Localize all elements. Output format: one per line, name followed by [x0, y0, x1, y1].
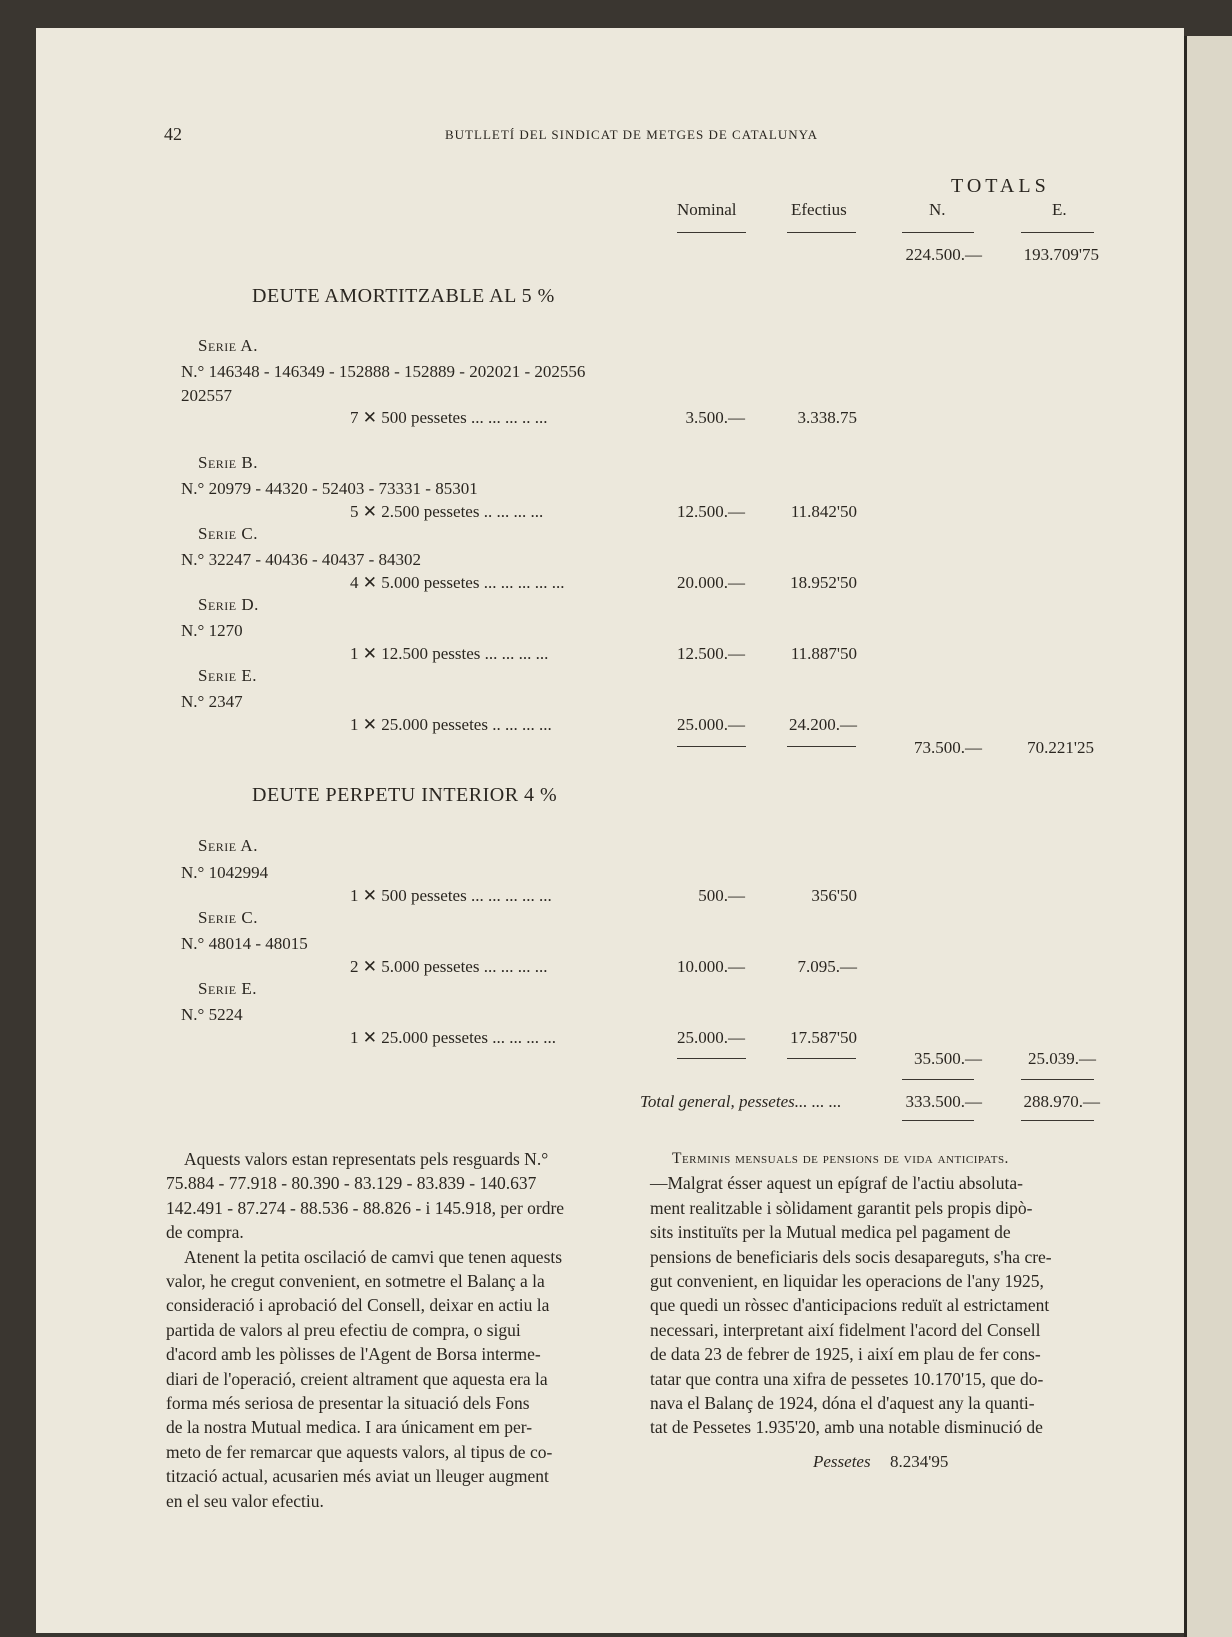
previous-total-n: 224.500.—: [905, 245, 982, 264]
text-line: tat de Pessetes 1.935'20, amb una notable disminució de: [650, 1417, 1043, 1438]
section-title: DEUTE PERPETU INTERIOR 4 %: [252, 784, 558, 806]
series-quantity: 2 ✕ 5.000 pessetes ... ... ... ...: [350, 957, 548, 976]
series-numbers: N.° 32247 - 40436 - 40437 - 84302: [181, 550, 422, 569]
grand-total-e: 288.970.—: [1023, 1092, 1100, 1111]
nominal-value: 3.500.—: [685, 408, 745, 427]
nominal-value: 25.000.—: [677, 1028, 745, 1047]
series-numbers: N.° 146348 - 146349 - 152888 - 152889 - 202021 - 202556: [181, 362, 586, 381]
rule: [902, 1079, 974, 1080]
series-quantity: 1 ✕ 25.000 pessetes ... ... ... ...: [350, 1028, 556, 1047]
facing-page-edge: [1184, 36, 1232, 1637]
efectius-value: 24.200.—: [789, 715, 857, 734]
text-line: tització actual, acusarien més aviat un lleuger augment: [166, 1466, 549, 1487]
totals-n-heading: N.: [929, 200, 946, 219]
totals-e-heading: E.: [1052, 200, 1067, 219]
rule: [677, 1058, 746, 1059]
text-line: de data 23 de febrer de 1925, i així em plau de fer cons-: [650, 1344, 1041, 1365]
text-line: Aquests valors estan representats pels resguards N.°: [184, 1149, 549, 1169]
text-line: pensions de beneficiaris dels socis desapareguts, s'ha cre-: [650, 1246, 1052, 1267]
text-line: sits instituïts per la Mutual medica pel pagament de: [650, 1222, 1011, 1243]
text-line: gut convenient, en liquidar les operacions de l'any 1925,: [650, 1271, 1044, 1292]
final-amount-label: Pessetes: [813, 1452, 871, 1471]
series-numbers: N.° 48014 - 48015: [181, 934, 308, 953]
efectius-value: 18.952'50: [790, 573, 857, 592]
text-line: 75.884 - 77.918 - 80.390 - 83.129 - 83.839 - 140.637: [166, 1173, 537, 1194]
rule: [787, 746, 856, 747]
efectius-heading: Efectius: [791, 200, 847, 219]
rule: [1021, 1120, 1094, 1121]
efectius-value: 3.338.75: [797, 408, 857, 427]
nominal-value: 12.500.—: [677, 502, 745, 521]
right-text-column: [650, 1147, 1112, 1440]
text-line: nava el Balanç de 1924, dóna el d'aquest any la quanti-: [650, 1393, 1035, 1414]
grand-total-label: Total general, pessetes... ... ...: [640, 1092, 842, 1111]
section-total-n: 73.500.—: [914, 738, 982, 757]
series-quantity: 1 ✕ 500 pessetes ... ... ... ... ...: [350, 886, 552, 905]
text-line: de la nostra Mutual medica. I ara únicament em per-: [166, 1417, 533, 1438]
series-numbers: N.° 20979 - 44320 - 52403 - 73331 - 85301: [181, 479, 478, 498]
section-total-n: 35.500.—: [914, 1049, 982, 1068]
rule: [677, 746, 746, 747]
series-label: Serie E.: [198, 979, 257, 998]
series-quantity: 5 ✕ 2.500 pessetes .. ... ... ...: [350, 502, 544, 521]
text-line: ment realitzable i sòlidament garantit pels propis dipò-: [650, 1197, 1033, 1218]
rule: [787, 232, 856, 233]
text-line: partida de valors al preu efectiu de compra, o sigui: [166, 1319, 521, 1340]
text-line: que quedi un ròssec d'anticipacions reduït al estrictament: [650, 1295, 1050, 1316]
series-numbers: N.° 5224: [181, 1005, 243, 1024]
section-total-e: 25.039.—: [1028, 1049, 1096, 1068]
section-heading-line: Terminis mensuals de pensions de vida anticipats.: [672, 1150, 1009, 1167]
grand-total-n: 333.500.—: [905, 1092, 982, 1111]
efectius-value: 11.842'50: [790, 502, 857, 521]
running-title: BUTLLETÍ DEL SINDICAT DE METGES DE CATALUNYA: [445, 127, 818, 142]
nominal-value: 12.500.—: [677, 644, 745, 663]
efectius-value: 356'50: [811, 886, 857, 905]
previous-total-e: 193.709'75: [1023, 245, 1099, 264]
rule: [902, 232, 974, 233]
text-line: valor, he cregut convenient, en sotmetre el Balanç a la: [166, 1271, 545, 1292]
text-line: de compra.: [166, 1222, 244, 1243]
series-label: Serie C.: [198, 524, 258, 543]
series-label: Serie D.: [198, 595, 259, 614]
text-line: diari de l'operació, creient altrament que aquesta era la: [166, 1368, 548, 1389]
rule: [787, 1058, 856, 1059]
totals-heading: TOTALS: [951, 175, 1050, 197]
series-label: Serie A.: [198, 836, 258, 855]
efectius-value: 11.887'50: [790, 644, 857, 663]
series-numbers: N.° 2347: [181, 692, 243, 711]
text-line: forma més seriosa de presentar la situació dels Fons: [166, 1393, 530, 1414]
series-label: Serie C.: [198, 908, 258, 927]
efectius-value: 17.587'50: [790, 1028, 857, 1047]
series-numbers: 202557: [181, 386, 232, 405]
series-quantity: 1 ✕ 12.500 pesstes ... ... ... ...: [350, 644, 549, 663]
series-quantity: 7 ✕ 500 pessetes ... ... ... .. ...: [350, 408, 548, 427]
section-title: DEUTE AMORTITZABLE AL 5 %: [252, 285, 555, 307]
text-line: necessari, interpretant així fidelment l'acord del Consell: [650, 1319, 1041, 1340]
text-line: —Malgrat ésser aquest un epígraf de l'actiu absoluta-: [650, 1173, 1023, 1194]
final-amount-value: 8.234'95: [890, 1452, 949, 1471]
nominal-value: 500.—: [698, 886, 745, 905]
text-line: en el seu valor efectiu.: [166, 1490, 324, 1511]
series-label: Serie B.: [198, 453, 258, 472]
nominal-heading: Nominal: [677, 200, 737, 219]
series-numbers: N.° 1270: [181, 621, 243, 640]
rule: [1021, 232, 1094, 233]
text-line: 142.491 - 87.274 - 88.536 - 88.826 - i 145.918, per ordre: [166, 1197, 565, 1218]
rule: [902, 1120, 974, 1121]
efectius-value: 7.095.—: [797, 957, 857, 976]
series-quantity: 4 ✕ 5.000 pessetes ... ... ... ... ...: [350, 573, 565, 592]
series-quantity: 1 ✕ 25.000 pessetes .. ... ... ...: [350, 715, 552, 734]
series-label: Serie A.: [198, 336, 258, 355]
text-line: d'acord amb les pòlisses de l'Agent de Borsa interme-: [166, 1344, 541, 1365]
rule: [677, 232, 746, 233]
section-total-e: 70.221'25: [1027, 738, 1094, 757]
text-line: tatar que contra una xifra de pessetes 10.170'15, que do-: [650, 1368, 1044, 1389]
text-line: Atenent la petita oscilació de camvi que tenen aquests: [184, 1246, 563, 1267]
nominal-value: 10.000.—: [677, 957, 745, 976]
rule: [1021, 1079, 1094, 1080]
series-numbers: N.° 1042994: [181, 863, 269, 882]
text-line: meto de fer remarcar que aquests valors, al tipus de co-: [166, 1441, 553, 1462]
text-line: consideració i aprobació del Consell, deixar en actiu la: [166, 1295, 550, 1316]
series-label: Serie E.: [198, 666, 257, 685]
left-text-column: [166, 1147, 624, 1513]
nominal-value: 20.000.—: [677, 573, 745, 592]
page-number: 42: [164, 124, 182, 144]
nominal-value: 25.000.—: [677, 715, 745, 734]
